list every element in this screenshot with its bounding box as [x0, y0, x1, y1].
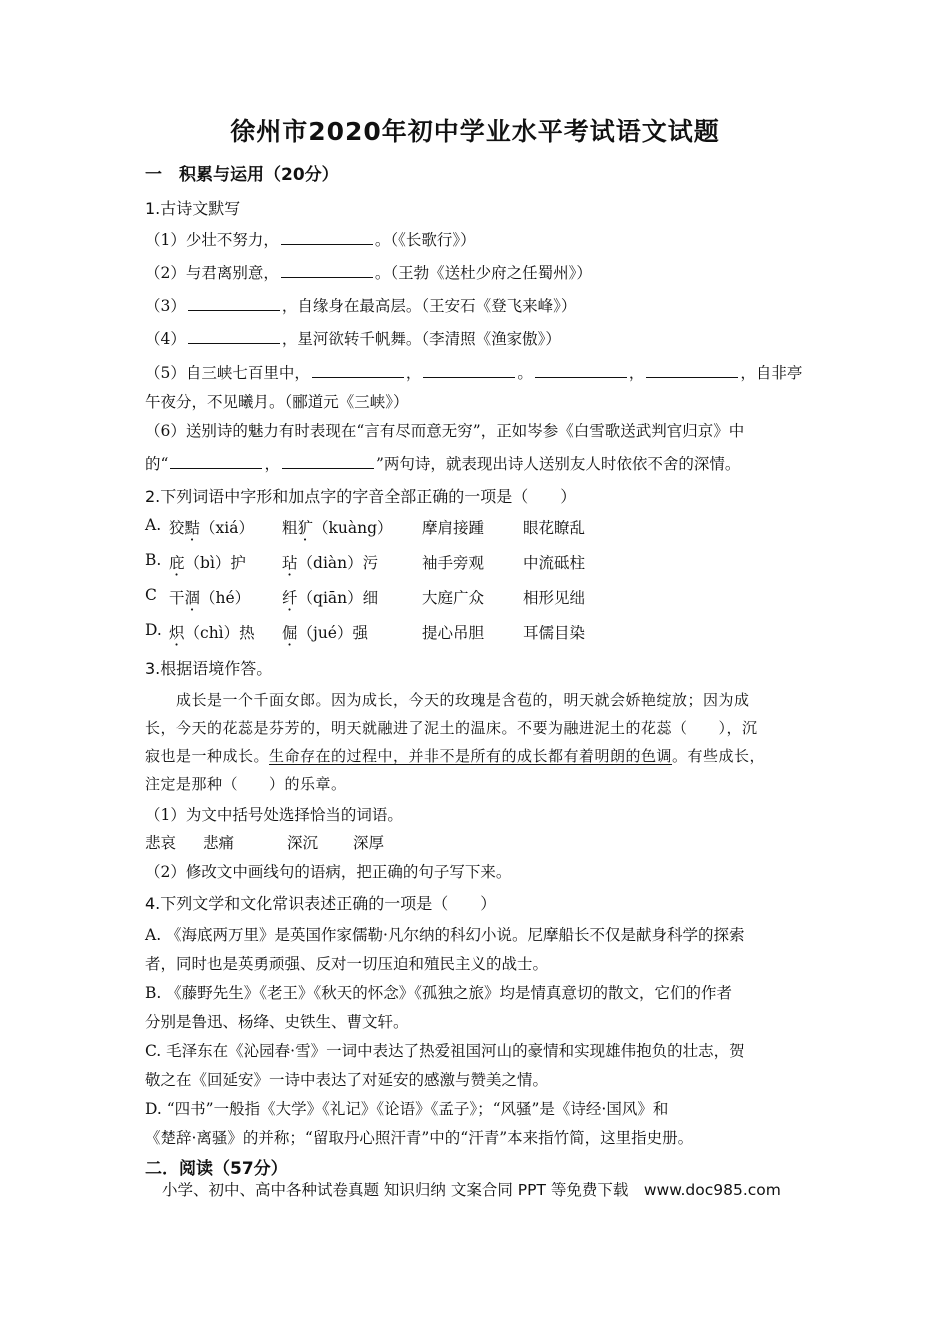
q4-line: 《楚辞·离骚》的并称；“留取丹心照汗青”中的“汗青”本来指竹简，这里指史册。	[145, 1129, 694, 1147]
option-word-char: 粗	[282, 519, 298, 537]
footer-note: 小学、初中、高中各种试卷真题 知识归纳 文案合同 PPT 等免费下载 www.doc985.com	[162, 1181, 781, 1199]
answer-blank	[312, 376, 404, 378]
answer-blank	[646, 376, 738, 378]
q1-item-3	[145, 294, 576, 316]
option-label: B.	[145, 551, 162, 569]
pinyin: （jué）强	[297, 624, 368, 642]
q4-line: D. “四书”一般指《大学》《礼记》《论语》《孟子》；“风骚”是《诗经·国风》和	[145, 1100, 669, 1118]
q1-item-4	[145, 327, 561, 349]
option-word-char: 干	[169, 589, 185, 607]
q1-item-5-cont: 午夜分，不见曦月。（郦道元《三峡》）	[145, 393, 409, 411]
answer-blank	[423, 376, 515, 378]
q4-line: C. 毛泽东在《沁园春·雪》一词中表达了热爱祖国河山的豪情和实现雄伟抱负的壮志，贺	[145, 1042, 745, 1060]
option-word: 中流砥柱	[523, 554, 586, 572]
q1-item-1-pre: （1）少壮不努力，	[145, 231, 279, 249]
passage-line-3	[145, 745, 765, 766]
option-label: D.	[145, 621, 162, 639]
q3-sub-2: （2）修改文中画线句的语病，把正确的句子写下来。	[145, 863, 512, 881]
q1-item-1	[145, 228, 476, 250]
option-word: 摩肩接踵	[422, 519, 485, 537]
word-choice: 深厚	[353, 834, 385, 852]
option-word: 大庭广众	[422, 589, 485, 607]
q1-item-3-pre: （3）	[145, 297, 186, 315]
answer-blank	[282, 467, 374, 469]
q1-item-2	[145, 261, 592, 283]
page-title: 徐州市2020年初中学业水平考试语文试题	[230, 117, 720, 146]
dotted-char: 炽	[169, 624, 185, 642]
option-word: 眼花瞭乱	[523, 519, 586, 537]
comma: ，	[628, 364, 645, 382]
comma: ，	[264, 455, 280, 473]
pinyin: （chì）热	[184, 624, 255, 642]
q4-line: 分别是鲁迅、杨绛、史铁生、曹文轩。	[145, 1013, 409, 1031]
comma: ，	[405, 364, 422, 382]
q3-word-choices	[145, 831, 545, 855]
question-1-heading: 1.古诗文默写	[145, 199, 241, 218]
answer-blank	[170, 467, 262, 469]
q1-item-1-post: 。（《长歌行》）	[374, 231, 476, 249]
q4-line: B. 《藤野先生》《老王》《秋天的怀念》《孤独之旅》均是情真意切的散文，它们的作者	[145, 984, 732, 1002]
q1-item-6-cont	[145, 452, 740, 474]
dotted-char: 玷	[282, 554, 298, 572]
passage-text: 。有些成长，	[672, 747, 766, 765]
section-heading-1: 一 积累与运用（20分）	[145, 165, 339, 185]
dotted-char: 庇	[169, 554, 185, 572]
underlined-sentence: 生命存在的过程中，并非不是所有的成长都有着明朗的色调	[269, 747, 673, 765]
q1-item-2-pre: （2）与君离别意，	[145, 264, 279, 282]
option-word: 耳儒目染	[523, 624, 586, 642]
q1-item-5	[145, 361, 802, 383]
option-word: 袖手旁观	[422, 554, 485, 572]
pinyin: （diàn）污	[297, 554, 379, 572]
dotted-char: 黠	[184, 519, 201, 537]
word-choice: 深沉	[287, 834, 319, 852]
answer-blank	[188, 342, 280, 344]
passage-line-2: 长，今天的花蕊是芬芳的，明天就融进了泥土的温床。不要为融进泥土的花蕊（ ），沉	[145, 719, 758, 737]
passage-line-4: 注定是那种（ ）的乐章。	[145, 775, 347, 793]
answer-blank	[535, 376, 627, 378]
pinyin: （hé）	[200, 589, 251, 607]
q1-item-4-pre: （4）	[145, 330, 186, 348]
q1-item-4-post: ，星河欲转千帆舞。（李清照《渔家傲》）	[281, 330, 561, 348]
word-choice: 悲哀	[145, 834, 177, 852]
q1-item-2-post: 。（王勃《送杜少府之任蜀州》）	[374, 264, 592, 282]
passage-text: 寂也是一种成长。	[145, 747, 270, 765]
word-choice: 悲痛	[203, 834, 235, 852]
q1-item-5-b: ，自非亭	[740, 364, 803, 382]
question-4-heading: 4.下列文学和文化常识表述正确的一项是（ ）	[145, 894, 497, 913]
q4-line: A. 《海底两万里》是英国作家儒勒·凡尔纳的科幻小说。尼摩船长不仅是献身科学的探索	[145, 926, 745, 944]
option-word: 提心吊胆	[422, 624, 485, 642]
q1-item-3-post: ，自缘身在最高层。（王安石《登飞来峰》）	[281, 297, 577, 315]
q1-item-6: （6）送别诗的魅力有时表现在“言有尽而意无穷”，正如岑参《白雪歌送武判官归京》中	[145, 422, 745, 440]
passage-line-1: 成长是一个千面女郎。因为成长，今天的玫瑰是含苞的，明天就会娇艳绽放；因为成	[145, 691, 750, 709]
q4-line: 者，同时也是英勇顽强、反对一切压迫和殖民主义的战士。	[145, 955, 549, 973]
question-3-heading: 3.根据语境作答。	[145, 659, 273, 678]
q3-sub-1: （1）为文中括号处选择恰当的词语。	[145, 806, 403, 824]
section-heading-2: 二．阅读（57分）	[145, 1159, 288, 1179]
dotted-char: 涸	[184, 589, 201, 607]
answer-blank	[281, 243, 373, 245]
q1-item-6-pre: 的“	[145, 455, 169, 473]
pinyin: （kuàng）	[313, 519, 393, 537]
q1-item-6-post: ”两句诗，就表现出诗人送别友人时依依不舍的深情。	[375, 455, 741, 473]
option-word: 相形见绌	[523, 589, 586, 607]
dotted-char: 倔	[282, 624, 298, 642]
pinyin: （qiān）细	[297, 589, 379, 607]
period: 。	[517, 364, 533, 382]
q4-line: 敬之在《回延安》一诗中表达了对延安的感激与赞美之情。	[145, 1071, 549, 1089]
q2-options	[145, 516, 845, 656]
option-label: C	[145, 586, 157, 604]
option-label: A.	[145, 516, 162, 534]
pinyin: （xiá）	[200, 519, 254, 537]
pinyin: （bì）护	[184, 554, 246, 572]
question-2-heading: 2.下列词语中字形和加点字的字音全部正确的一项是（ ）	[145, 487, 577, 506]
option-word-char: 狡	[169, 519, 185, 537]
answer-blank	[281, 276, 373, 278]
answer-blank	[188, 309, 280, 311]
q1-item-5-a: （5）自三峡七百里中，	[145, 364, 310, 382]
dotted-char: 纤	[282, 589, 298, 607]
dotted-char: 犷	[297, 519, 314, 537]
